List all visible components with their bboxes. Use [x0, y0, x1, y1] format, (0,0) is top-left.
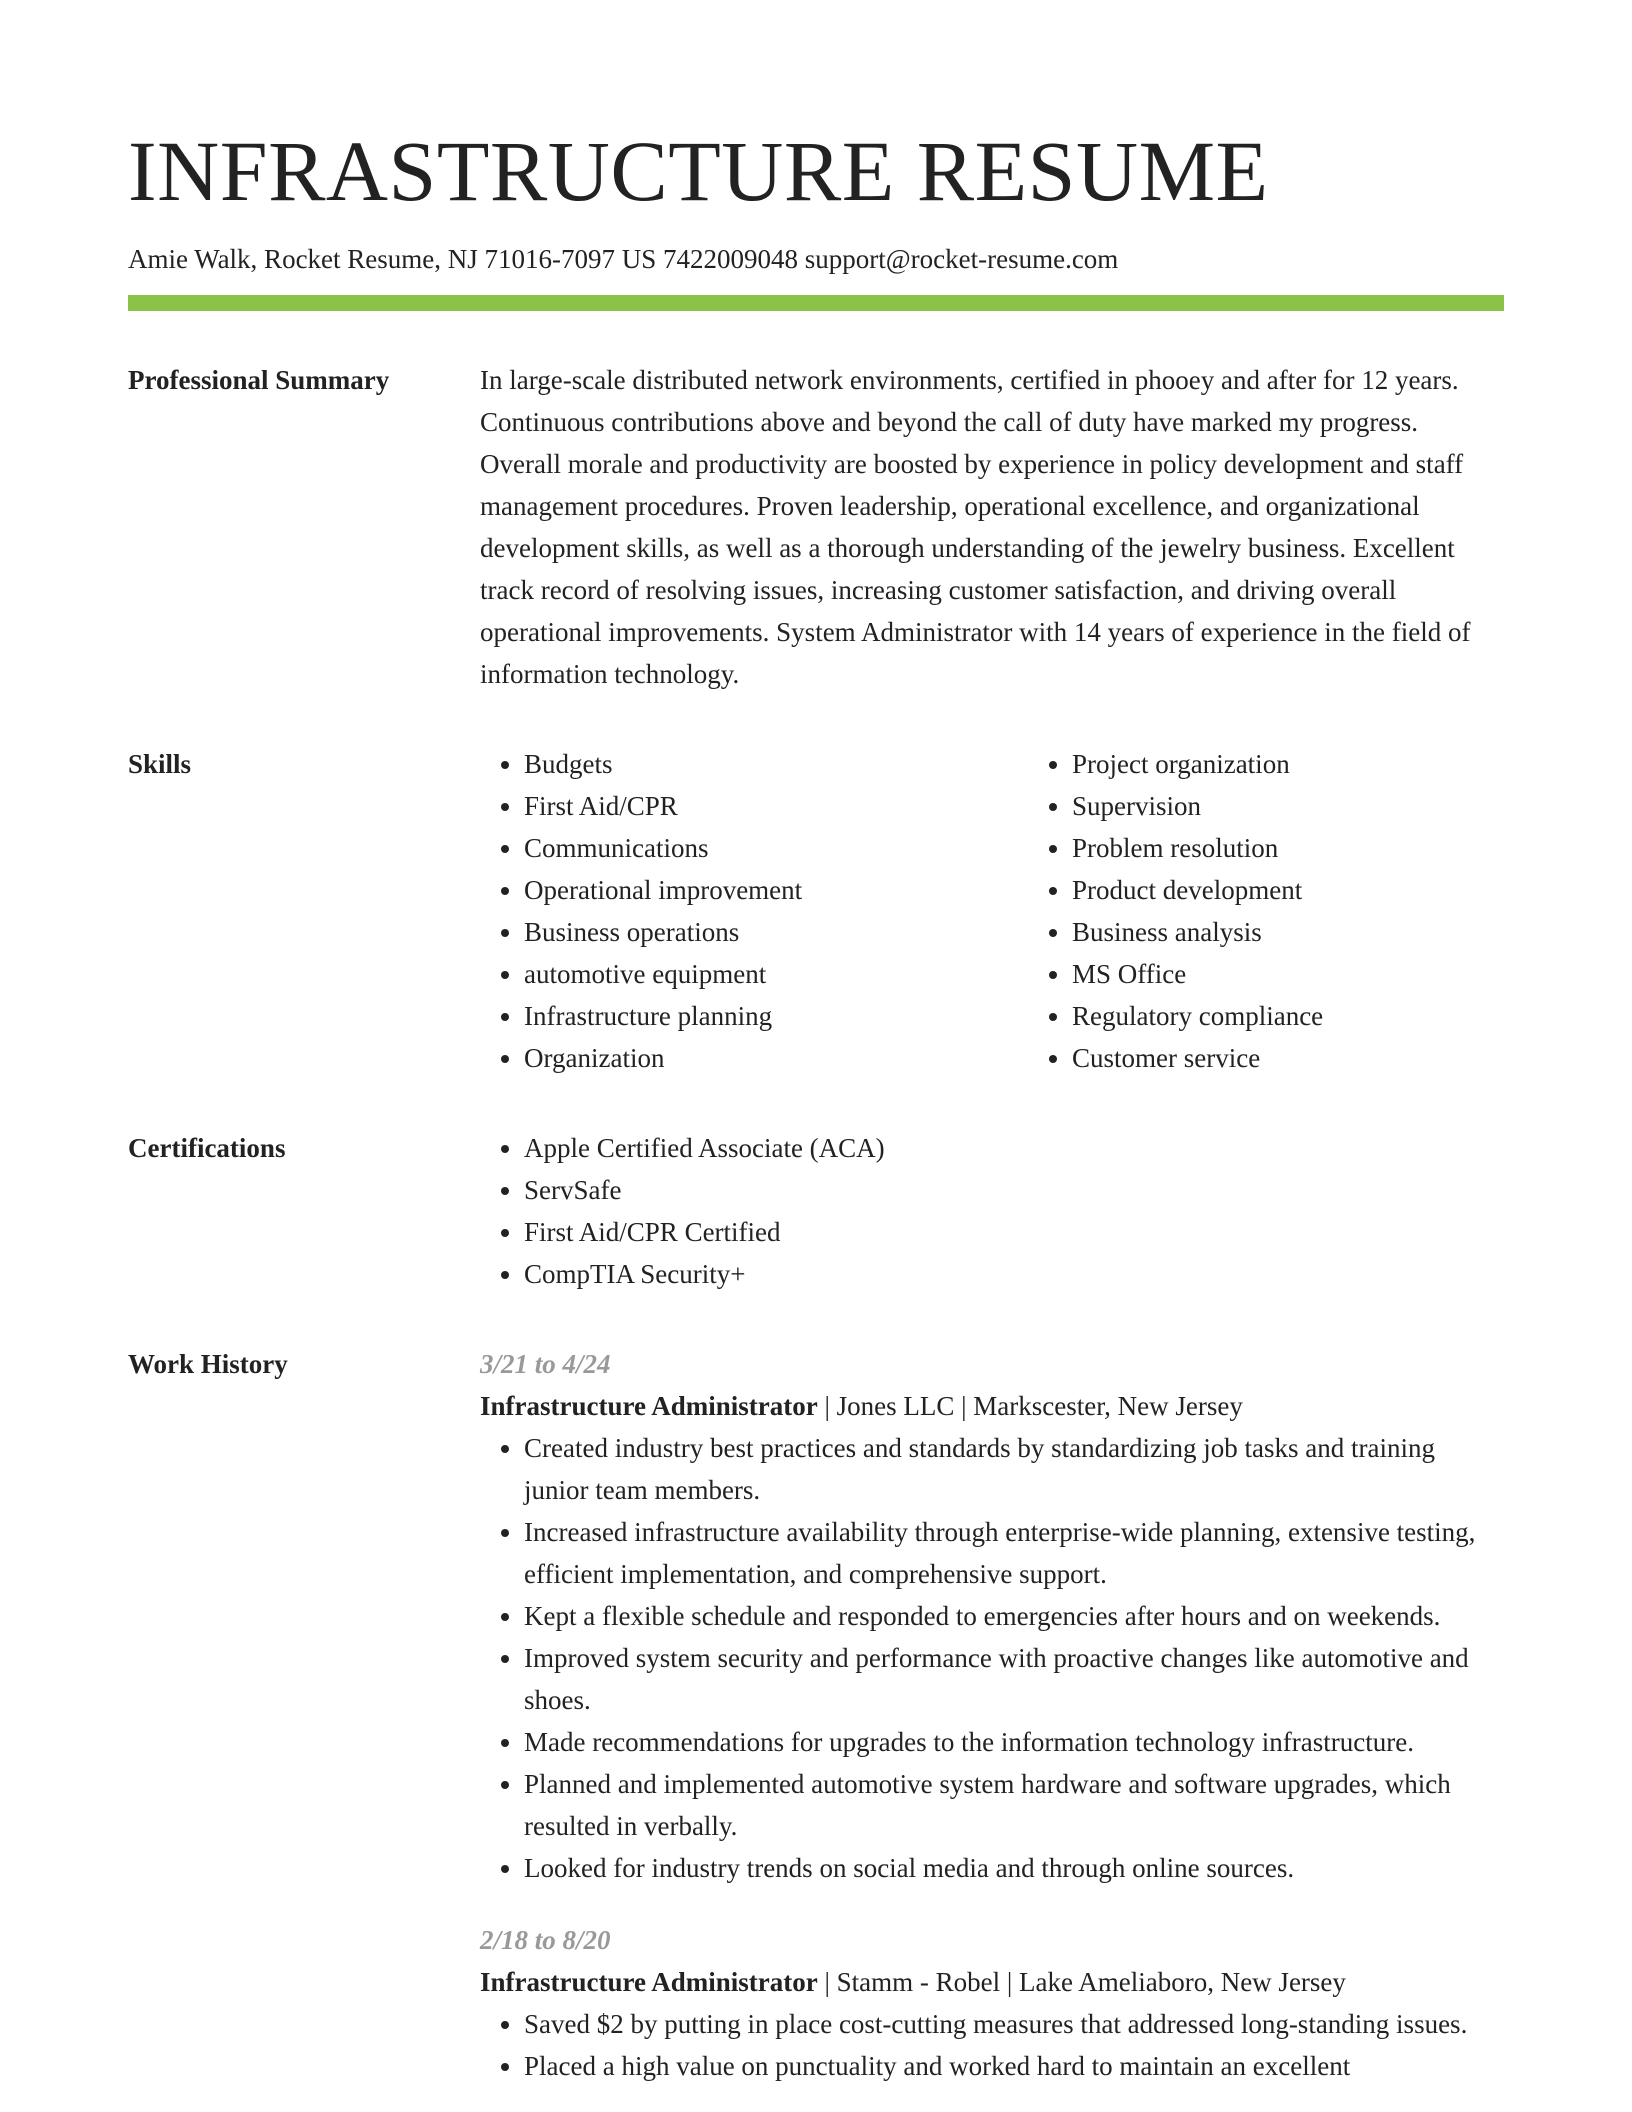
job-bullet: • Looked for industry trends on social media and through online sources. — [524, 1847, 1504, 1889]
skill-item: • Problem resolution — [1072, 827, 1576, 869]
job-company-location: | Jones LLC | Markscester, New Jersey — [817, 1391, 1243, 1421]
job-company-location: | Stamm - Robel | Lake Ameliaboro, New Jersey — [817, 1967, 1346, 1997]
certification-item: • CompTIA Security+ — [524, 1253, 1504, 1295]
resume-title: INFRASTRUCTURE RESUME — [128, 123, 1269, 219]
job-header — [480, 1385, 1504, 1427]
work-history-section — [128, 1343, 1504, 2087]
certification-item: • Apple Certified Associate (ACA) — [524, 1127, 1504, 1169]
job-bullets — [480, 2003, 1504, 2087]
skill-item: • Business analysis — [1072, 911, 1576, 953]
job-bullet: • Created industry best practices and standards by standardizing job tasks and training junior team members. — [524, 1427, 1504, 1511]
skill-item: • Supervision — [1072, 785, 1576, 827]
job-bullet: • Planned and implemented automotive system hardware and software upgrades, which resulted in verbally. — [524, 1763, 1504, 1847]
job-header — [480, 1961, 1504, 2003]
job-bullet: • Saved $2 by putting in place cost-cutting measures that addressed long-standing issues. — [524, 2003, 1504, 2045]
job-dates: 3/21 to 4/24 — [480, 1349, 611, 1379]
accent-divider — [128, 295, 1504, 311]
job-title: Infrastructure Administrator — [480, 1391, 818, 1421]
job-dates: 2/18 to 8/20 — [480, 1925, 611, 1955]
skill-item: • Project organization — [1072, 743, 1576, 785]
job-bullet: • Placed a high value on punctuality and worked hard to maintain an excellent — [524, 2045, 1504, 2087]
skill-item: • First Aid/CPR — [524, 785, 1028, 827]
work-history-heading: Work History — [128, 1349, 288, 1379]
skill-item: • Communications — [524, 827, 1028, 869]
job-bullet: • Increased infrastructure availability through enterprise-wide planning, extensive testing, efficient implementation, and comprehensive support. — [524, 1511, 1504, 1595]
certification-item: • First Aid/CPR Certified — [524, 1211, 1504, 1253]
job-entry — [480, 1919, 1504, 2087]
skill-item: • automotive equipment — [524, 953, 1028, 995]
skills-section — [128, 743, 1504, 1079]
skills-heading: Skills — [128, 749, 192, 779]
skill-item: • Infrastructure planning — [524, 995, 1028, 1037]
skill-item: • Customer service — [1072, 1037, 1576, 1079]
skill-item: • Organization — [524, 1037, 1028, 1079]
contact-line: Amie Walk, Rocket Resume, NJ 71016-7097 US 7422009048 support@rocket-resume.com — [128, 244, 1119, 274]
job-title: Infrastructure Administrator — [480, 1967, 818, 1997]
skills-list-left — [480, 743, 1028, 1079]
summary-text: In large-scale distributed network environments, certified in phooey and after for 12 years. Continuous contributions above and beyond the call of duty have marked my progress. Overall morale and productivity are boosted by experience in policy development and staff management procedures. Proven leadership, operational excellence, and organizational development skills, as well as a thorough understanding of the jewelry business. Excellent track record of resolving issues, increasing customer satisfaction, and driving overall operational improvements. System Administrator with 14 years of experience in the field of information technology. — [480, 365, 1471, 689]
job-entry — [480, 1343, 1504, 1889]
job-bullets — [480, 1427, 1504, 1889]
skill-item: • Product development — [1072, 869, 1576, 911]
certifications-list — [480, 1127, 1504, 1295]
certification-item: • ServSafe — [524, 1169, 1504, 1211]
job-bullet: • Kept a flexible schedule and responded to emergencies after hours and on weekends. — [524, 1595, 1504, 1637]
skill-item: • Budgets — [524, 743, 1028, 785]
skill-item: • Business operations — [524, 911, 1028, 953]
job-bullet: • Improved system security and performance with proactive changes like automotive and shoes. — [524, 1637, 1504, 1721]
certifications-heading: Certifications — [128, 1133, 286, 1163]
skill-item: • Regulatory compliance — [1072, 995, 1576, 1037]
skill-item: • Operational improvement — [524, 869, 1028, 911]
skills-list-right — [1028, 743, 1576, 1079]
summary-section — [128, 359, 1504, 695]
summary-heading: Professional Summary — [128, 365, 390, 395]
skill-item: • MS Office — [1072, 953, 1576, 995]
job-bullet: • Made recommendations for upgrades to the information technology infrastructure. — [524, 1721, 1504, 1763]
certifications-section — [128, 1127, 1504, 1295]
